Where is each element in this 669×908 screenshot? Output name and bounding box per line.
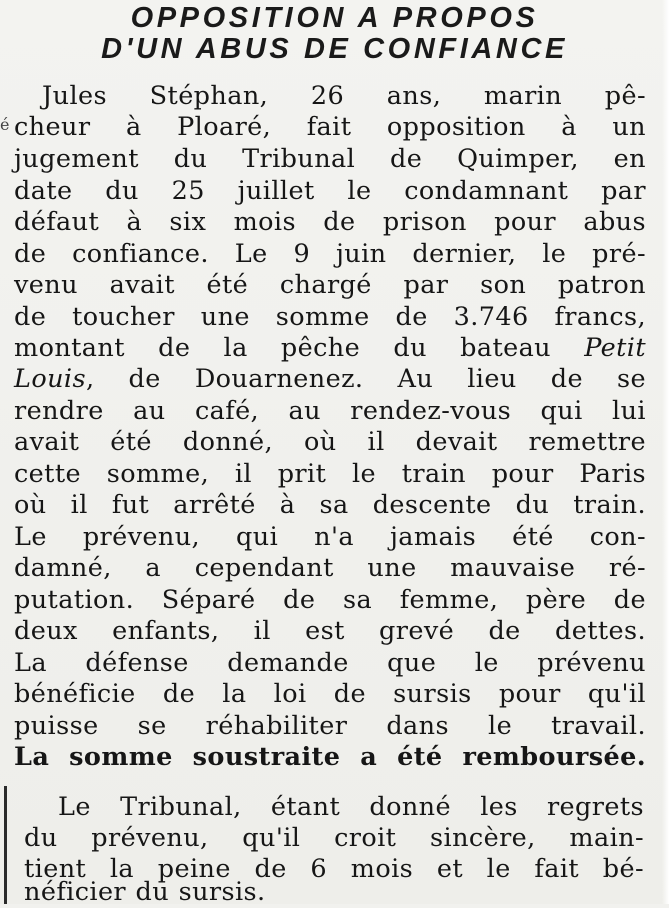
body-line: Jules Stéphan, 26 ans, marin pê- [42,81,646,111]
body-text: montant de la pêche du bateau [14,333,585,363]
body-line: date du 25 juillet le condamnant par [14,176,646,206]
body-line: rendre au café, au rendez-vous qui lui [14,396,646,426]
print-mark: é [0,115,10,134]
body-line: venu avait été chargé par son patron [14,270,646,300]
body-line: où il fut arrêté à sa descente du train. [14,490,646,520]
body-line: du prévenu, qu'il croit sincère, main- [24,823,644,853]
body-text: , de Douarnenez. Au lieu de se [85,364,646,394]
body-line-with-italic [14,363,646,395]
body-line: jugement du Tribunal de Quimper, en [14,144,646,174]
headline-line-2: D'UN ABUS DE CONFIANCE [101,33,568,65]
body-line: de toucher une somme de 3.746 francs, [14,302,646,332]
body-line: La défense demande que le prévenu [14,648,646,678]
body-line: cheur à Ploaré, fait opposition à un [14,112,646,142]
body-line: deux enfants, il est grevé de dettes. [14,616,646,646]
body-line-with-italic [14,332,646,364]
body-line: Le prévenu, qui n'a jamais été con- [14,522,646,552]
body-line-bold: La somme soustraite a été remboursée. [14,742,646,772]
margin-rule [4,786,7,904]
body-line: cette somme, il prit le train pour Paris [14,459,646,489]
boat-name-italic: Petit [584,333,646,363]
body-line: tient la peine de 6 mois et le fait bé- [24,854,644,884]
clipping-edge [662,0,669,904]
body-line: putation. Séparé de sa femme, père de [14,585,646,615]
headline-line-1: OPPOSITION A PROPOS [130,2,539,34]
body-line: damné, a cependant une mauvaise ré- [14,553,646,583]
body-line: néficier du sursis. [24,877,266,907]
body-line: de confiance. Le 9 juin dernier, le pré- [14,239,646,269]
body-line: bénéficie de la loi de sursis pour qu'il [14,679,646,709]
body-line: Le Tribunal, étant donné les regrets [58,792,644,822]
boat-name-italic: Louis [14,364,86,394]
body-line: défaut à six mois de prison pour abus [14,207,646,237]
body-line: puisse se réhabiliter dans le travail. [14,711,646,741]
body-line: avait été donné, où il devait remettre [14,427,646,457]
